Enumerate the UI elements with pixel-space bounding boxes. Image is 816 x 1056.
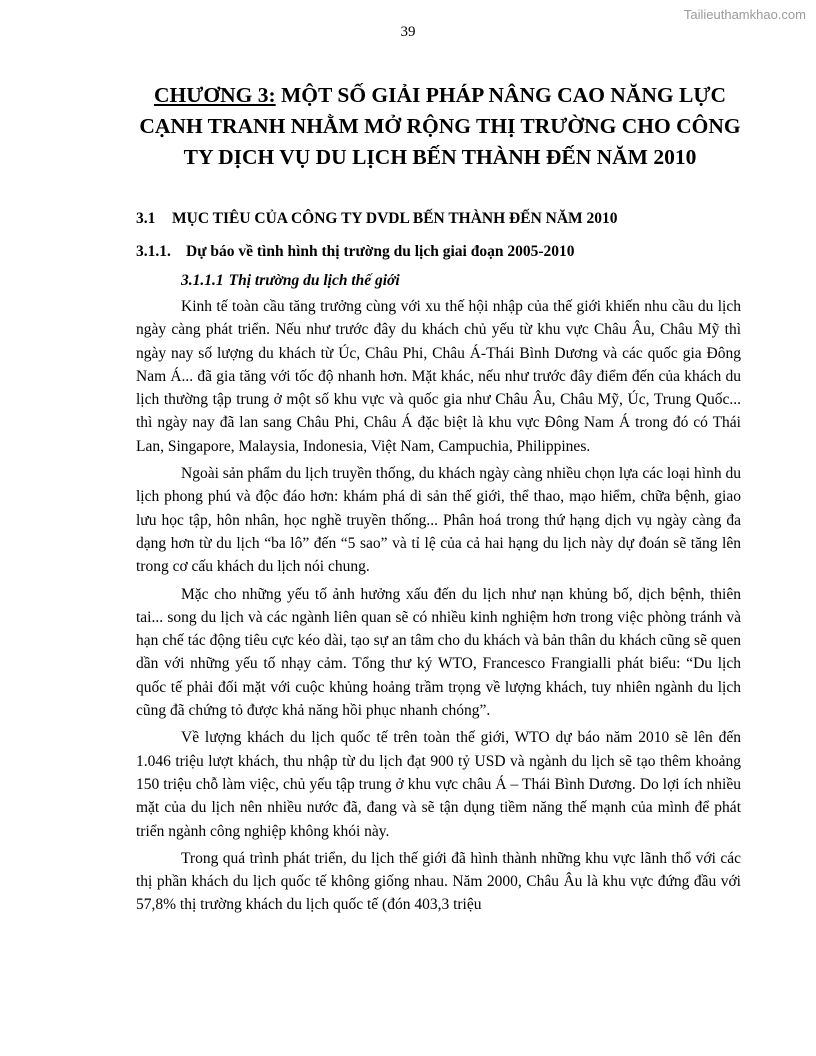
chapter-title-line-2: CẠNH TRANH NHẰM MỞ RỘNG THỊ TRƯỜNG CHO CÔNG	[139, 114, 741, 138]
section-number: 3.1.1.	[136, 243, 171, 260]
page-number: 39	[400, 24, 416, 40]
paragraph-2: Ngoài sản phẩm du lịch truyền thống, du khách ngày càng nhiều chọn lựa các loại hình du lịch phong phú và độc đáo hơn: khám phá di sản thế giới, thể thao, mạo hiểm, chữa bệnh, giao lưu học tập, hôn nhân, học nghề truyền thống... Phân hoá trong thứ hạng dịch vụ ngày càng đa dạng hơn từ du lịch “ba lô” đến “5 sao” và tỉ lệ của cả hai hạng du lịch này dự đoán sẽ tăng lên trong cơ cấu khách du lịch nói chung.	[136, 465, 741, 576]
section-title: Thị trường du lịch thế giới	[228, 272, 400, 289]
section-number: 3.1.1.1	[181, 272, 224, 289]
paragraph-4: Về lượng khách du lịch quốc tế trên toàn thế giới, WTO dự báo năm 2010 sẽ lên đến 1.046 triệu lượt khách, thu nhập từ du lịch đạt 900 tỷ USD và ngành du lịch sẽ tạo thêm khoảng 150 triệu chỗ làm việc, chủ yếu tập trung ở khu vực châu Á – Thái Bình Dương. Do lợi ích nhiều mặt của du lịch nên nhiều nước đã, đang và sẽ tận dụng tiềm năng thế mạnh của mình để phát triển ngành công nghiệp không khói này.	[136, 729, 741, 840]
section-title: MỤC TIÊU CỦA CÔNG TY DVDL BẾN THÀNH ĐẾN NĂM 2010	[172, 210, 618, 227]
section-number: 3.1	[136, 210, 156, 227]
paragraph-1: Kinh tế toàn cầu tăng trưởng cùng với xu thế hội nhập của thế giới khiến nhu cầu du lịch ngày càng phát triển. Nếu như trước đây du khách chủ yếu từ khu vực Châu Âu, Châu Mỹ thì ngày nay số lượng du khách từ Úc, Châu Phi, Châu Á-Thái Bình Dương và các quốc gia Đông Nam Á... đã gia tăng với tốc độ nhanh hơn. Mặt khác, nếu như trước đây điểm đến của khách du lịch thường tập trung ở một số khu vực và quốc gia như Châu Âu, Châu Mỹ, Úc, Trung Quốc... thì ngày nay đã lan sang Châu Phi, Châu Á đặc biệt là khu vực Đông Nam Á trong đó có Thái Lan, Singapore, Malaysia, Indonesia, Việt Nam, Campuchia, Philippines.	[136, 298, 741, 455]
chapter-label: CHƯƠNG 3:	[154, 83, 276, 107]
watermark: Tailieuthamkhao.com	[683, 7, 806, 22]
chapter-title	[120, 80, 760, 173]
section-heading-3-1-1	[136, 243, 575, 261]
chapter-title-text-1: MỘT SỐ GIẢI PHÁP NÂNG CAO NĂNG LỰC	[275, 83, 726, 107]
section-title: Dự báo về tình hình thị trường du lịch giai đoạn 2005-2010	[186, 243, 575, 260]
body-text	[136, 295, 741, 921]
section-heading-3-1-1-1	[181, 272, 400, 290]
chapter-title-line-3: TY DỊCH VỤ DU LỊCH BẾN THÀNH ĐẾN NĂM 2010	[183, 145, 697, 169]
chapter-title-line-1	[120, 80, 760, 111]
section-heading-3-1	[136, 210, 618, 228]
paragraph-3: Mặc cho những yếu tố ảnh hưởng xấu đến du lịch như nạn khủng bố, dịch bệnh, thiên tai... song du lịch và các ngành liên quan sẽ có nhiều kinh nghiệm hơn trong việc phòng tránh và hạn chế tác động tiêu cực kéo dài, tạo sự an tâm cho du khách và bản thân du khách cũng sẽ quen dần với những yếu tố nhạy cảm. Tổng thư ký WTO, Francesco Frangialli phát biểu: “Du lịch quốc tế phải đối mặt với cuộc khủng hoảng trầm trọng về lượng khách, tuy nhiên ngành du lịch cũng đã chứng tỏ được khả năng hồi phục nhanh chóng”.	[136, 585, 741, 720]
paragraph-5: Trong quá trình phát triển, du lịch thế giới đã hình thành những khu vực lãnh thổ với các thị phần khách du lịch quốc tế không giống nhau. Năm 2000, Châu Âu là khu vực đứng đầu với 57,8% thị trường khách du lịch quốc tế (đón 403,3 triệu	[136, 849, 741, 914]
